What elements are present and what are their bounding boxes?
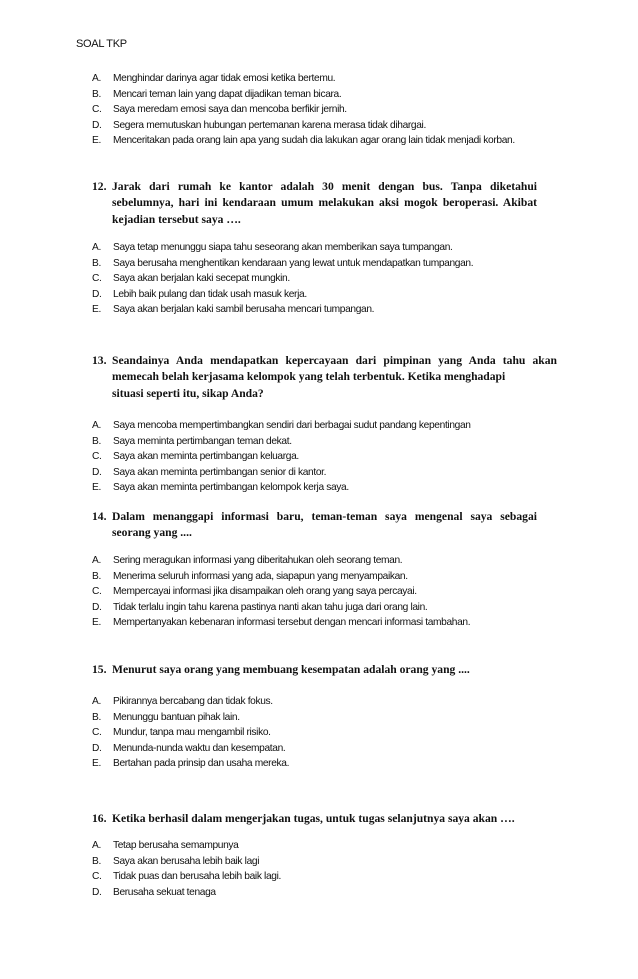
question-text: kejadian tersebut saya …. — [112, 212, 241, 226]
option-q15-b — [92, 710, 289, 726]
q15-options — [92, 694, 289, 772]
option-text: Saya akan berusaha lebih baik lagi — [113, 855, 260, 867]
option-letter: A. — [92, 840, 101, 851]
option-text: Saya mencoba mempertimbangkan sendiri dari berbagai sudut pandang kepentingan — [113, 420, 471, 431]
page-header: SOAL TKP — [76, 38, 127, 50]
question-text: seorang yang .... — [112, 526, 192, 540]
option-text: Mempercayai informasi jika disampaikan oleh orang yang saya percayai. — [113, 586, 417, 598]
option-letter: A. — [92, 555, 101, 566]
question-text: Dalam menanggapi informasi baru, teman-teman saya mengenal saya sebagai — [112, 510, 537, 523]
option-q16-a — [92, 838, 281, 854]
option-letter: A. — [92, 242, 101, 253]
option-q16-c — [92, 869, 281, 885]
option-text: Tidak puas dan berusaha lebih baik lagi. — [113, 871, 281, 883]
option-letter: B. — [92, 855, 101, 867]
option-letter: D. — [92, 288, 102, 300]
option-text: Lebih baik pulang dan tidak usah masuk kerja. — [113, 288, 307, 300]
option-text: Menerima seluruh informasi yang ada, siapapun yang menyampaikan. — [113, 570, 408, 582]
option-letter: D. — [92, 466, 102, 478]
option-q14-c — [92, 584, 470, 600]
option-text: Saya akan meminta pertimbangan senior di kantor. — [113, 466, 327, 478]
option-q13-b — [92, 434, 471, 450]
option-q11-b — [92, 87, 515, 103]
question-number: 12. — [92, 180, 107, 193]
question-number: 15. — [92, 663, 107, 676]
option-text: Mencari teman lain yang dapat dijadikan teman bicara. — [113, 88, 342, 100]
option-letter: E. — [92, 482, 101, 494]
option-letter: C. — [92, 727, 102, 739]
option-q14-e — [92, 615, 470, 631]
question-13 — [92, 353, 557, 402]
option-q11-a — [92, 71, 515, 87]
question-line — [92, 509, 537, 525]
question-15 — [92, 662, 470, 678]
option-text: Mempertanyakan kebenaran informasi tersebut dengan mencari informasi tambahan. — [113, 617, 471, 629]
option-q13-e — [92, 480, 471, 496]
option-q12-a — [92, 240, 473, 256]
option-letter: E. — [92, 617, 101, 629]
option-q11-c — [92, 102, 515, 118]
option-letter: C. — [92, 273, 102, 285]
option-q15-c — [92, 725, 289, 741]
q13-options — [92, 418, 471, 496]
option-q13-a — [92, 418, 471, 434]
option-letter: A. — [92, 696, 101, 707]
option-letter: B. — [92, 257, 101, 269]
option-text: Menunda-nunda waktu dan kesempatan. — [113, 742, 286, 754]
option-letter: C. — [92, 871, 102, 883]
option-letter: E. — [92, 135, 101, 147]
option-q12-b — [92, 256, 473, 272]
q16-options — [92, 838, 281, 900]
question-line — [92, 179, 537, 195]
option-q14-a — [92, 553, 470, 569]
option-letter: D. — [92, 742, 102, 754]
question-text: sebelumnya, hari ini kendaraan umum melakukan aksi mogok beroperasi. Akibat — [112, 196, 537, 210]
question-14 — [92, 509, 537, 542]
question-number: 13. — [92, 354, 107, 367]
option-q14-b — [92, 569, 470, 585]
option-letter: E. — [92, 758, 101, 770]
option-q12-e — [92, 302, 473, 318]
question-text: memecah belah kerjasama kelompok yang telah terbentuk. Ketika menghadapi — [112, 370, 506, 384]
option-text: Saya meredam emosi saya dan mencoba berfikir jernih. — [113, 104, 347, 116]
option-q15-d — [92, 741, 289, 757]
option-text: Tetap berusaha semampunya — [113, 840, 239, 851]
option-letter: A. — [92, 73, 101, 84]
option-text: Saya berusaha menghentikan kendaraan yang lewat untuk mendapatkan tumpangan. — [113, 257, 474, 269]
option-q15-a — [92, 694, 289, 710]
question-16 — [92, 811, 515, 827]
option-letter: A. — [92, 420, 101, 431]
question-12 — [92, 179, 537, 228]
question-text: Seandainya Anda mendapatkan kepercayaan dari pimpinan yang Anda tahu akan — [112, 354, 557, 367]
option-letter: C. — [92, 586, 102, 598]
option-text: Saya akan berjalan kaki secepat mungkin. — [113, 273, 290, 285]
option-letter: B. — [92, 711, 101, 723]
option-text: Berusaha sekuat tenaga — [113, 886, 216, 898]
option-letter: B. — [92, 570, 101, 582]
option-text: Pikirannya bercabang dan tidak fokus. — [113, 696, 273, 707]
question-number: 14. — [92, 510, 107, 523]
option-q12-c — [92, 271, 473, 287]
question-text: Ketika berhasil dalam mengerjakan tugas, untuk tugas selanjutnya saya akan …. — [112, 812, 515, 825]
option-q15-e — [92, 756, 289, 772]
option-text: Saya akan meminta pertimbangan kelompok kerja saya. — [113, 482, 349, 494]
option-letter: C. — [92, 451, 102, 463]
option-text: Mundur, tanpa mau mengambil risiko. — [113, 727, 271, 739]
option-text: Bertahan pada prinsip dan usaha mereka. — [113, 758, 290, 770]
option-q14-d — [92, 600, 470, 616]
option-text: Tidak terlalu ingin tahu karena pastinya nanti akan tahu juga dari orang lain. — [113, 601, 428, 613]
option-q12-d — [92, 287, 473, 303]
question-line — [92, 662, 470, 678]
question-line — [92, 353, 557, 369]
option-text: Saya tetap menunggu siapa tahu seseorang akan memberikan saya tumpangan. — [113, 242, 453, 253]
option-text: Segera memutuskan hubungan pertemanan karena merasa tidak dihargai. — [113, 119, 426, 131]
option-q16-b — [92, 854, 281, 870]
option-q11-d — [92, 118, 515, 134]
option-letter: B. — [92, 435, 101, 447]
option-q13-c — [92, 449, 471, 465]
question-number: 16. — [92, 812, 107, 825]
option-text: Sering meragukan informasi yang diberitahukan oleh seorang teman. — [113, 555, 403, 566]
option-text: Menceritakan pada orang lain apa yang sudah dia lakukan agar orang lain tidak menjadi korban. — [113, 135, 515, 147]
option-letter: D. — [92, 601, 102, 613]
question-text: Jarak dari rumah ke kantor adalah 30 menit dengan bus. Tanpa diketahui — [112, 180, 537, 193]
option-text: Menunggu bantuan pihak lain. — [113, 711, 240, 723]
option-letter: D. — [92, 886, 102, 898]
option-text: Menghindar darinya agar tidak emosi ketika bertemu. — [113, 73, 336, 84]
option-text: Saya akan berjalan kaki sambil berusaha mencari tumpangan. — [113, 304, 375, 316]
option-q11-e — [92, 133, 515, 149]
option-letter: C. — [92, 104, 102, 116]
question-line — [92, 811, 515, 827]
option-letter: B. — [92, 88, 101, 100]
q11-options — [92, 71, 515, 149]
question-text: situasi seperti itu, sikap Anda? — [112, 386, 264, 400]
option-letter: D. — [92, 119, 102, 131]
q14-options — [92, 553, 470, 631]
q12-options — [92, 240, 473, 318]
option-q16-d — [92, 885, 281, 901]
question-text: Menurut saya orang yang membuang kesempatan adalah orang yang .... — [112, 663, 470, 676]
option-text: Saya meminta pertimbangan teman dekat. — [113, 435, 292, 447]
option-letter: E. — [92, 304, 101, 316]
option-text: Saya akan meminta pertimbangan keluarga. — [113, 451, 299, 463]
option-q13-d — [92, 465, 471, 481]
